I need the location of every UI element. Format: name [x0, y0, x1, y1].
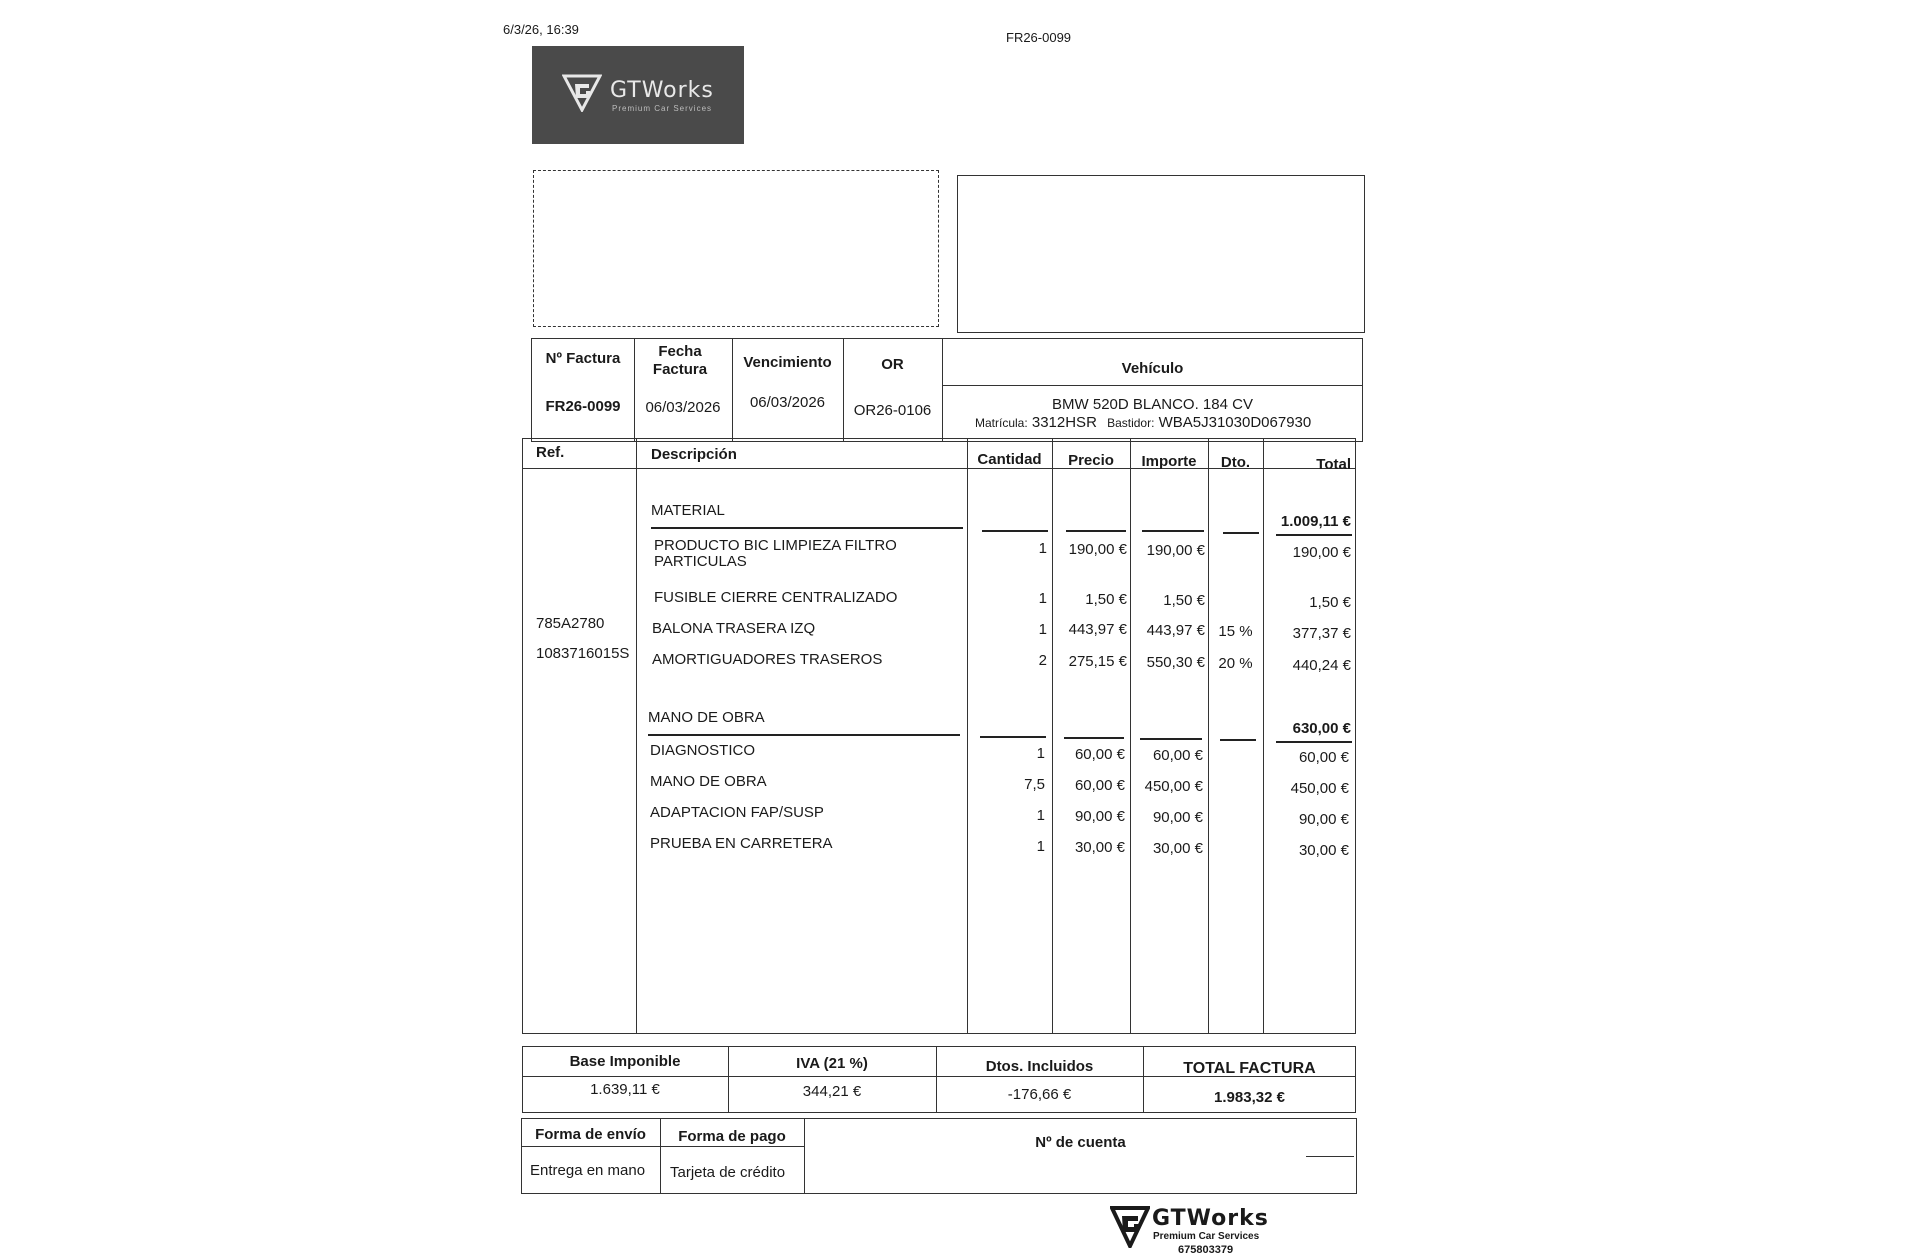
- line-price: 190,00 €: [1068, 541, 1127, 558]
- line-discount: 15 %: [1218, 623, 1253, 640]
- line-total: 1,50 €: [1309, 594, 1351, 611]
- section-title-labor: MANO DE OBRA: [648, 709, 765, 726]
- header-invoice-number-label: Nº Factura: [545, 350, 621, 367]
- header-due-label: Vencimiento: [743, 354, 832, 371]
- company-address-box: [957, 175, 1365, 333]
- line-amount: 443,97 €: [1146, 622, 1205, 639]
- payment-method-value: Tarjeta de crédito: [670, 1164, 786, 1181]
- shipping-label: Forma de envío: [535, 1126, 646, 1143]
- line-desc: AMORTIGUADORES TRASEROS: [652, 651, 883, 668]
- total-invoice-value: 1.983,32 €: [1214, 1089, 1285, 1106]
- vin-label: Bastidor:: [1107, 416, 1155, 430]
- discounts-label: Dtos. Incluidos: [985, 1058, 1094, 1075]
- line-desc: PRODUCTO BIC LIMPIEZA FILTRO PARTICULAS: [654, 537, 897, 570]
- line-qty: 1: [1038, 540, 1047, 557]
- discounts-value: -176,66 €: [1007, 1086, 1072, 1103]
- header-or-label: OR: [881, 356, 904, 373]
- line-price: 60,00 €: [1074, 746, 1125, 763]
- line-total: 450,00 €: [1290, 780, 1349, 797]
- logo-brand: GTWorks: [610, 78, 714, 103]
- section-total-labor: 630,00 €: [1292, 720, 1351, 737]
- gtworks-logo-icon: [562, 72, 602, 112]
- base-label: Base Imponible: [569, 1053, 681, 1070]
- line-price: 30,00 €: [1074, 839, 1125, 856]
- stamp-brand: GTWorks: [1152, 1206, 1269, 1231]
- stamp-phone: 675803379: [1178, 1244, 1234, 1256]
- shipping-value: Entrega en mano: [530, 1162, 646, 1179]
- line-total: 440,24 €: [1292, 657, 1351, 674]
- col-price: Precio: [1068, 452, 1114, 469]
- col-description: Descripción: [651, 446, 737, 463]
- print-doc-id: FR26-0099: [1006, 30, 1072, 45]
- print-datetime: 6/3/26, 16:39: [503, 22, 579, 37]
- line-price: 1,50 €: [1085, 591, 1127, 608]
- line-ref: 1083716015S: [536, 645, 630, 662]
- vat-value: 344,21 €: [802, 1083, 862, 1100]
- vehicle-ids: [975, 414, 1311, 431]
- plate-number: 3312HSR: [1031, 414, 1097, 431]
- line-desc: PRUEBA EN CARRETERA: [650, 835, 833, 852]
- col-amount: Importe: [1141, 453, 1197, 470]
- section-title-material: MATERIAL: [651, 502, 725, 519]
- line-amount: 30,00 €: [1152, 840, 1203, 857]
- header-invoice-date-label: Fecha Factura: [652, 343, 708, 378]
- line-ref: 785A2780: [536, 615, 605, 632]
- col-quantity: Cantidad: [977, 451, 1042, 468]
- line-qty: 1: [1038, 621, 1047, 638]
- line-total: 90,00 €: [1298, 811, 1349, 828]
- vin-number: WBA5J31030D067930: [1158, 414, 1312, 431]
- line-price: 443,97 €: [1068, 621, 1127, 638]
- line-price: 60,00 €: [1074, 777, 1125, 794]
- line-qty: 7,5: [1024, 776, 1045, 793]
- account-label: Nº de cuenta: [1035, 1134, 1126, 1151]
- line-total: 190,00 €: [1292, 544, 1351, 561]
- line-desc: BALONA TRASERA IZQ: [652, 620, 816, 637]
- line-price: 90,00 €: [1074, 808, 1125, 825]
- line-qty: 1: [1036, 807, 1045, 824]
- invoice-date: 06/03/2026: [645, 399, 721, 416]
- line-qty: 2: [1038, 652, 1047, 669]
- base-value: 1.639,11 €: [590, 1081, 660, 1098]
- line-qty: 1: [1036, 838, 1045, 855]
- col-ref: Ref.: [536, 444, 565, 461]
- line-desc: FUSIBLE CIERRE CENTRALIZADO: [654, 589, 898, 606]
- line-discount: 20 %: [1218, 655, 1253, 672]
- vehicle-divider: [942, 385, 1363, 386]
- company-stamp: [1100, 1200, 1280, 1260]
- line-total: 30,00 €: [1298, 842, 1349, 859]
- line-desc: MANO DE OBRA: [650, 773, 767, 790]
- payment-method-label: Forma de pago: [678, 1128, 786, 1145]
- header-vehicle-label: Vehículo: [1121, 360, 1184, 377]
- col-total: Total: [1316, 456, 1351, 473]
- line-amount: 90,00 €: [1152, 809, 1203, 826]
- line-amount: 190,00 €: [1146, 542, 1205, 559]
- section-total-material: 1.009,11 €: [1280, 513, 1351, 530]
- line-amount: 450,00 €: [1144, 778, 1203, 795]
- col-discount: Dto.: [1220, 454, 1251, 471]
- line-qty: 1: [1038, 590, 1047, 607]
- line-desc: ADAPTACION FAP/SUSP: [650, 804, 824, 821]
- total-invoice-label: TOTAL FACTURA: [1183, 1060, 1316, 1077]
- gtworks-stamp-logo-icon: [1110, 1204, 1150, 1248]
- vat-label: IVA (21 %): [796, 1055, 868, 1072]
- line-total: 60,00 €: [1298, 749, 1349, 766]
- due-date: 06/03/2026: [749, 394, 826, 411]
- invoice-number: FR26-0099: [545, 398, 621, 415]
- vehicle-model: BMW 520D BLANCO. 184 CV: [1052, 396, 1253, 413]
- or-number: OR26-0106: [853, 402, 932, 419]
- company-logo: [532, 46, 744, 144]
- line-qty: 1: [1036, 745, 1045, 762]
- line-total: 377,37 €: [1292, 625, 1351, 642]
- client-address-box: [533, 170, 939, 327]
- stamp-tagline: Premium Car Services: [1153, 1231, 1260, 1242]
- line-amount: 550,30 €: [1146, 654, 1205, 671]
- line-price: 275,15 €: [1068, 653, 1127, 670]
- plate-label: Matrícula:: [975, 416, 1028, 430]
- line-desc: DIAGNOSTICO: [650, 742, 756, 759]
- line-amount: 1,50 €: [1163, 592, 1205, 609]
- line-amount: 60,00 €: [1152, 747, 1203, 764]
- logo-tagline: Premium Car Services: [612, 104, 713, 113]
